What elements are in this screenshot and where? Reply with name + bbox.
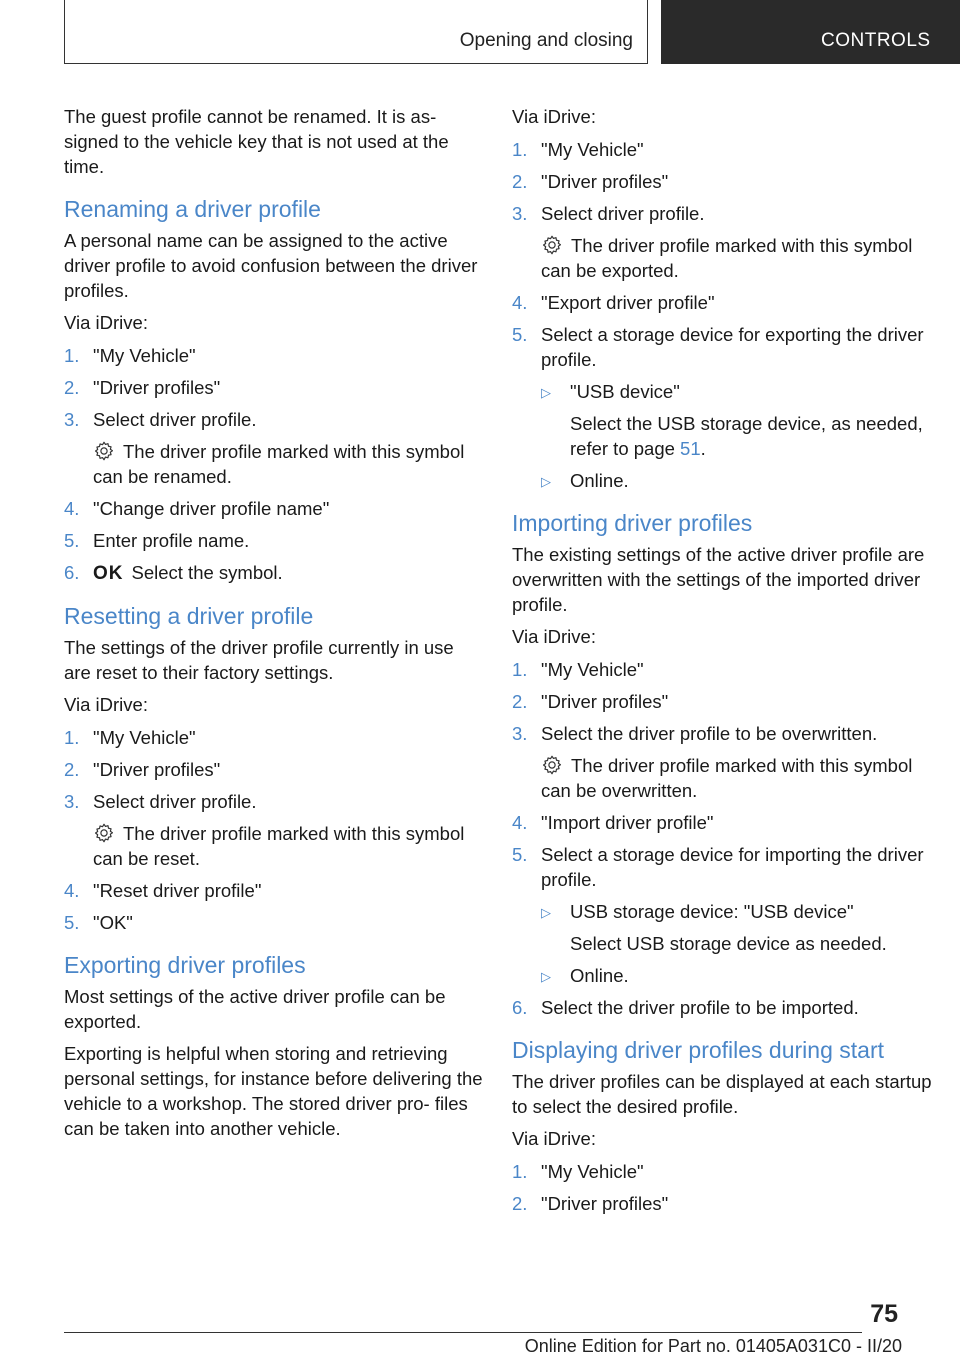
gear-icon <box>93 440 115 462</box>
step-number: 3. <box>512 723 528 744</box>
header-section-title: Opening and closing <box>459 30 633 51</box>
footer-rule <box>64 1332 862 1333</box>
page-reference-link[interactable]: 51 <box>680 438 701 459</box>
step-text: "My Vehicle" <box>93 727 196 748</box>
step-number: 1. <box>512 659 528 680</box>
list-item <box>64 560 484 586</box>
step-note <box>541 233 932 283</box>
gear-icon <box>541 234 563 256</box>
step-text: "Driver profiles" <box>541 171 669 192</box>
exporting-heading: Exporting driver profiles <box>64 952 306 978</box>
step-number: 5. <box>64 530 80 551</box>
importing-text: The existing settings of the active driver profile are overwritten with the settings of the imported driver profile. <box>512 544 925 615</box>
list-item <box>512 169 932 194</box>
header-section-box <box>64 0 648 64</box>
step-note-text: The driver profile marked with this symbol can be reset. <box>93 823 465 869</box>
step-number: 3. <box>64 791 80 812</box>
list-item <box>64 789 484 871</box>
bullet-note: Select USB storage device as needed. <box>570 933 887 954</box>
step-number: 2. <box>512 171 528 192</box>
list-item <box>541 379 932 461</box>
list-item <box>512 137 932 162</box>
list-item <box>541 899 932 956</box>
bullet-note-end: . <box>700 438 706 459</box>
displaying-via: Via iDrive: <box>512 1128 596 1149</box>
step-number: 2. <box>512 1193 528 1214</box>
list-item <box>64 878 484 903</box>
list-item <box>512 1191 932 1216</box>
importing-heading: Importing driver profiles <box>512 510 753 536</box>
step-text: Select a storage device for importing the driver profile. <box>541 844 924 890</box>
step-note-text: The driver profile marked with this symbol can be renamed. <box>93 441 465 487</box>
left-column <box>64 104 484 1148</box>
step-number: 3. <box>64 409 80 430</box>
list-item <box>512 657 932 682</box>
list-item <box>512 842 932 988</box>
bullet-text: USB storage device: "USB device" <box>570 901 854 922</box>
list-item <box>512 810 932 835</box>
step-note <box>541 753 932 803</box>
step-text: "My Vehicle" <box>541 1161 644 1182</box>
gear-icon <box>541 754 563 776</box>
step-text: "My Vehicle" <box>541 659 644 680</box>
right-column <box>512 104 932 1223</box>
triangle-bullet-icon: ▷ <box>541 474 551 489</box>
step-number: 4. <box>64 498 80 519</box>
step-number: 1. <box>64 727 80 748</box>
step-note-text: The driver profile marked with this symbol can be overwritten. <box>541 755 913 801</box>
header-chapter-box <box>661 0 960 64</box>
bullet-text: "USB device" <box>570 381 680 402</box>
renaming-via: Via iDrive: <box>64 312 148 333</box>
bullet-note <box>570 411 932 461</box>
step-text: "My Vehicle" <box>541 139 644 160</box>
step-note <box>93 439 484 489</box>
step-text: Select driver profile. <box>93 409 257 430</box>
list-item <box>512 721 932 803</box>
step-number: 5. <box>512 844 528 865</box>
resetting-via: Via iDrive: <box>64 694 148 715</box>
export-steps <box>512 137 932 493</box>
renaming-steps <box>64 343 484 586</box>
export-options <box>541 379 932 493</box>
ok-icon: OK <box>93 563 124 584</box>
import-options <box>541 899 932 988</box>
step-note-text: The driver profile marked with this symbol can be exported. <box>541 235 913 281</box>
step-number: 1. <box>64 345 80 366</box>
step-text: Select the symbol. <box>131 562 283 583</box>
step-number: 2. <box>64 377 80 398</box>
renaming-heading: Renaming a driver profile <box>64 196 321 222</box>
resetting-steps <box>64 725 484 935</box>
list-item <box>512 995 932 1020</box>
step-number: 4. <box>512 812 528 833</box>
list-item <box>64 343 484 368</box>
triangle-bullet-icon: ▷ <box>541 969 551 984</box>
list-item <box>64 757 484 782</box>
page-number: 75 <box>870 1300 898 1328</box>
list-item <box>512 1159 932 1184</box>
step-text: Select the driver profile to be imported. <box>541 997 859 1018</box>
resetting-heading: Resetting a driver profile <box>64 603 314 629</box>
step-number: 1. <box>512 139 528 160</box>
header-chapter-title: CONTROLS <box>821 30 931 51</box>
list-item <box>64 528 484 553</box>
step-text: Select driver profile. <box>93 791 257 812</box>
exporting-text-2: Exporting is helpful when storing and retrieving personal settings, for instance before delivering the vehicle to a workshop. The stored driver pro‐ files can be taken into another vehicle. <box>64 1043 483 1139</box>
step-number: 4. <box>512 292 528 313</box>
step-text: Select the driver profile to be overwritten. <box>541 723 878 744</box>
step-text: Select driver profile. <box>541 203 705 224</box>
step-note <box>93 821 484 871</box>
bullet-text: Online. <box>570 470 629 491</box>
step-number: 6. <box>64 562 80 583</box>
list-item <box>512 322 932 493</box>
step-number: 3. <box>512 203 528 224</box>
export-via: Via iDrive: <box>512 106 596 127</box>
bullet-note-text: Select the USB storage device, as needed, refer to page <box>570 413 923 459</box>
step-number: 2. <box>64 759 80 780</box>
list-item <box>64 910 484 935</box>
step-number: 5. <box>512 324 528 345</box>
step-number: 6. <box>512 997 528 1018</box>
list-item <box>541 963 932 988</box>
renaming-text: A personal name can be assigned to the active driver profile to avoid confusion between the driver profiles. <box>64 230 478 301</box>
list-item <box>512 689 932 714</box>
importing-via: Via iDrive: <box>512 626 596 647</box>
displaying-heading: Displaying driver profiles during start <box>512 1037 884 1063</box>
step-text: "OK" <box>93 912 133 933</box>
step-text: "Driver profiles" <box>541 691 669 712</box>
triangle-bullet-icon: ▷ <box>541 905 551 920</box>
list-item <box>64 496 484 521</box>
list-item <box>512 201 932 283</box>
list-item <box>64 375 484 400</box>
importing-steps <box>512 657 932 1020</box>
step-text: "Export driver profile" <box>541 292 715 313</box>
step-text: "Driver profiles" <box>93 759 221 780</box>
step-number: 5. <box>64 912 80 933</box>
step-text: "Import driver profile" <box>541 812 714 833</box>
step-number: 4. <box>64 880 80 901</box>
step-text: "Reset driver profile" <box>93 880 262 901</box>
bullet-text: Online. <box>570 965 629 986</box>
step-text: Select a storage device for exporting the driver profile. <box>541 324 924 370</box>
step-text: "My Vehicle" <box>93 345 196 366</box>
list-item <box>64 407 484 489</box>
footer-text: Online Edition for Part no. 01405A031C0 - II/20 <box>524 1336 902 1356</box>
step-number: 2. <box>512 691 528 712</box>
displaying-text: The driver profiles can be displayed at each startup to select the desired profile. <box>512 1071 932 1117</box>
list-item <box>512 290 932 315</box>
intro-paragraph: The guest profile cannot be renamed. It is as‐ signed to the vehicle key that is not used at the time. <box>64 106 449 177</box>
list-item <box>541 468 932 493</box>
step-text: "Driver profiles" <box>541 1193 669 1214</box>
gear-icon <box>93 822 115 844</box>
step-text: "Driver profiles" <box>93 377 221 398</box>
displaying-steps <box>512 1159 932 1216</box>
triangle-bullet-icon: ▷ <box>541 385 551 400</box>
exporting-text-1: Most settings of the active driver profile can be exported. <box>64 986 446 1032</box>
step-text: Enter profile name. <box>93 530 250 551</box>
step-number: 1. <box>512 1161 528 1182</box>
list-item <box>64 725 484 750</box>
resetting-text: The settings of the driver profile currently in use are reset to their factory settings. <box>64 637 454 683</box>
step-text: "Change driver profile name" <box>93 498 330 519</box>
